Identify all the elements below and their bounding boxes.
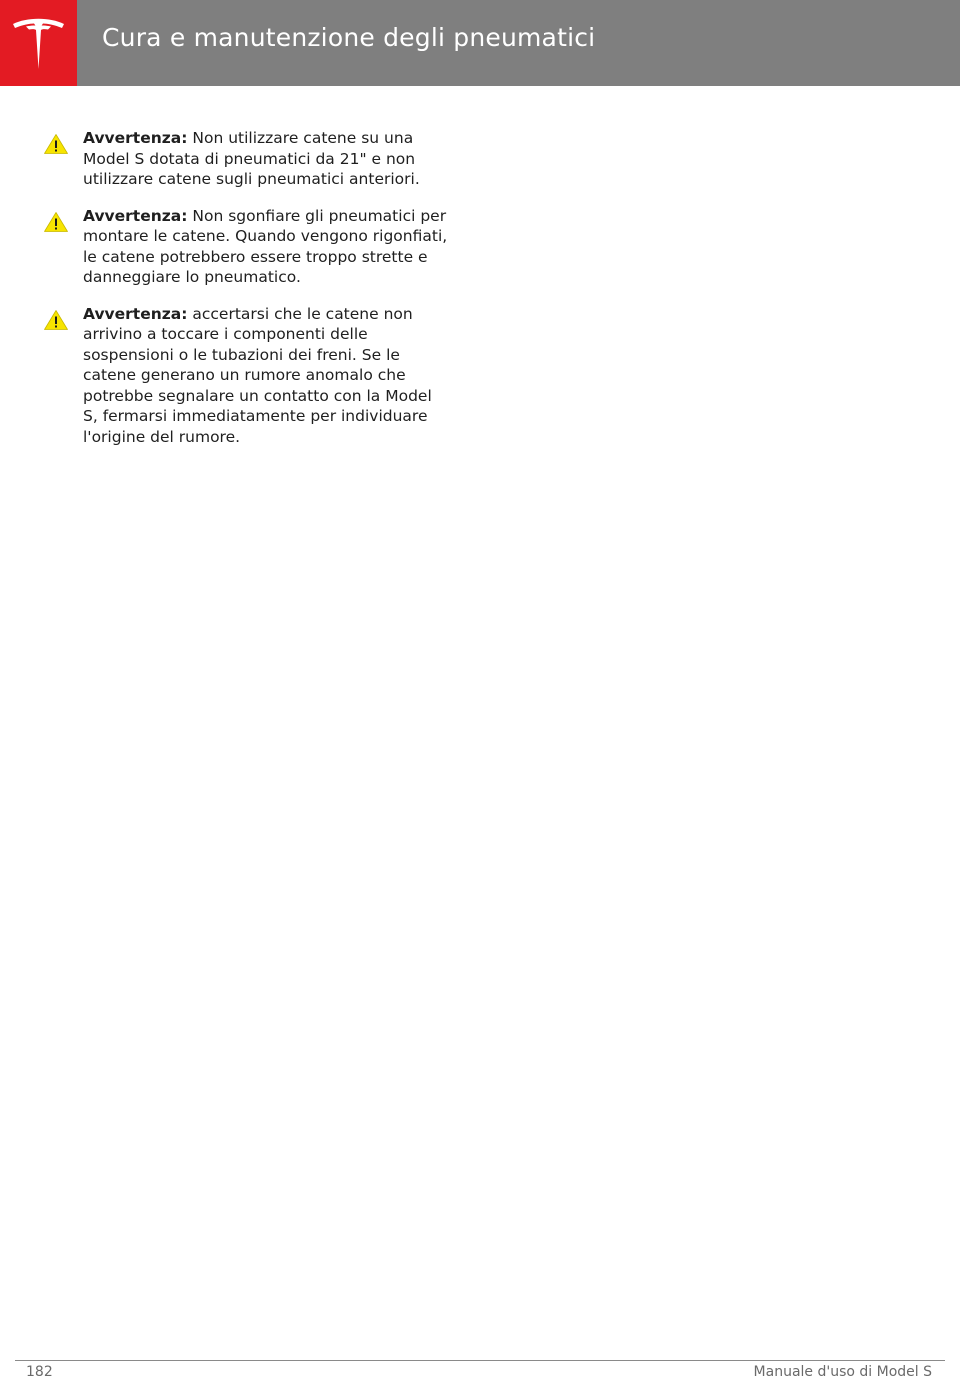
warning-label: Avvertenza: [83,206,188,225]
tesla-logo-icon [11,15,66,71]
warning-text [83,128,450,190]
warning-body: accertarsi che le catene non arrivino a toccare i componenti delle sospensioni o le tubazioni dei freni. Se le catene generano un rumore anomalo che potrebbe segnalare un contatto con la Model S, fermarsi immediatamente per individuare l'origine del rumore. [83,304,432,446]
warning-block [40,206,450,288]
warning-triangle-icon [43,309,69,331]
warning-body: Non utilizzare catene su una Model S dotata di pneumatici da 21" e non utilizzare catene sugli pneumatici anteriori. [83,129,420,188]
footer-divider [15,1360,945,1361]
manual-name: Manuale d'uso di Model S [753,1364,932,1380]
warning-label: Avvertenza: [83,304,188,323]
warnings-column [40,128,450,463]
page-title: Cura e manutenzione degli pneumatici [102,23,596,52]
warning-block [40,304,450,448]
warning-triangle-icon [43,133,69,155]
warning-text [83,304,450,448]
warning-block [40,128,450,190]
warning-triangle-icon [43,211,69,233]
brand-logo [0,0,77,86]
warning-body: Non sgonfiare gli pneumatici per montare le catene. Quando vengono rigonfiati, le catene potrebbero essere troppo strette e danneggiare lo pneumatico. [83,206,448,286]
warning-label: Avvertenza: [83,129,188,147]
page-number: 182 [26,1364,53,1380]
page-header [0,0,960,86]
warning-text [83,206,450,288]
